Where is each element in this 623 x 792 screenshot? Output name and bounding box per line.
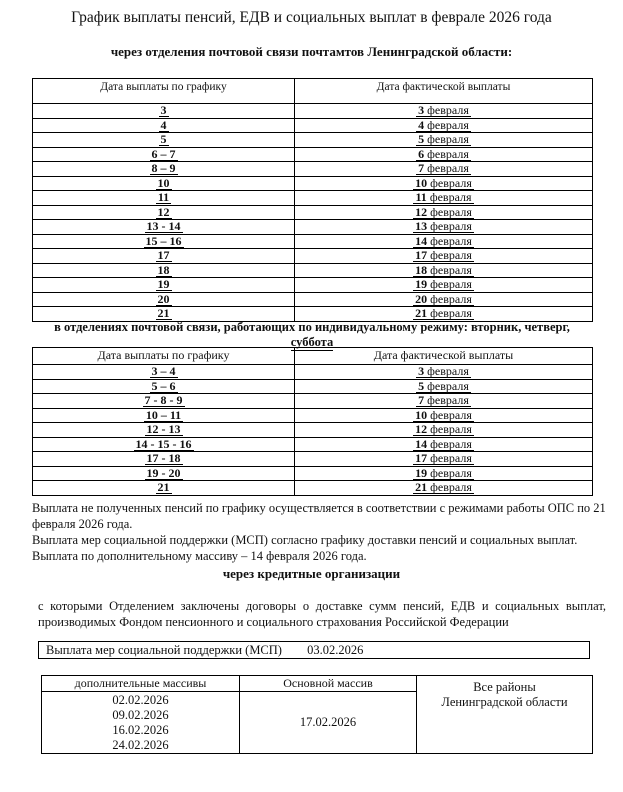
table-row xyxy=(33,379,593,394)
actual-date xyxy=(413,220,474,233)
actual-month: февраля xyxy=(430,422,472,437)
column-header-actual: Дата фактической выплаты xyxy=(295,79,593,104)
actual-date-cell xyxy=(295,481,593,496)
actual-month: февраля xyxy=(427,161,469,176)
additional-dates-cell xyxy=(42,692,240,754)
actual-date-cell xyxy=(295,162,593,177)
actual-month: февраля xyxy=(427,364,469,379)
scheduled-date: 8 – 9 xyxy=(151,161,176,176)
actual-date-cell xyxy=(295,263,593,278)
actual-day: 3 xyxy=(418,103,425,118)
column-header-main: Основной массив xyxy=(240,676,417,692)
scheduled-date: 17 xyxy=(157,248,170,263)
additional-date: 16.02.2026 xyxy=(112,723,169,737)
actual-day: 18 xyxy=(415,263,428,277)
actual-month: февраля xyxy=(430,408,472,422)
scheduled-date: 5 – 6 xyxy=(151,379,176,393)
scheduled-date-cell xyxy=(33,452,295,467)
actual-date xyxy=(413,293,474,306)
actual-date xyxy=(416,119,471,132)
actual-date xyxy=(416,394,471,407)
msp-date: 03.02.2026 xyxy=(307,643,364,657)
actual-date-cell xyxy=(295,104,593,119)
actual-date-cell xyxy=(295,408,593,423)
actual-date-cell xyxy=(295,205,593,220)
scheduled-date-cell xyxy=(33,365,295,380)
table-row xyxy=(33,292,593,307)
actual-date-cell xyxy=(295,394,593,409)
actual-date xyxy=(413,423,474,436)
actual-day: 17 xyxy=(415,248,428,263)
actual-month: февраля xyxy=(430,466,472,480)
table-row xyxy=(33,278,593,293)
section3-intro: с которыми Отделением заключены договоры о доставке сумм пенсий, ЕДВ и социальных выплат, производимых Фондом пенсионного и социального страхования Российской Федерации xyxy=(38,599,606,629)
main-date-cell: 17.02.2026 xyxy=(240,692,417,754)
table-row xyxy=(33,263,593,278)
column-header-actual: Дата фактической выплаты xyxy=(295,348,593,365)
post-office-schedule-table xyxy=(32,78,593,322)
actual-day: 10 xyxy=(415,176,428,190)
actual-date xyxy=(416,365,471,378)
scheduled-date-cell xyxy=(33,205,295,220)
actual-date-cell xyxy=(295,292,593,307)
scheduled-date: 12 xyxy=(157,205,170,219)
scheduled-date: 6 – 7 xyxy=(151,147,176,161)
actual-day: 5 xyxy=(418,379,425,393)
scheduled-date-cell xyxy=(33,466,295,481)
actual-date xyxy=(416,104,471,117)
actual-day: 14 xyxy=(415,437,428,451)
actual-month: февраля xyxy=(430,263,472,277)
scheduled-date: 10 xyxy=(157,176,170,190)
scheduled-date: 3 – 4 xyxy=(151,364,176,379)
table-row xyxy=(33,162,593,177)
table-header-row xyxy=(42,676,593,692)
column-header-additional: дополнительные массивы xyxy=(42,676,240,692)
actual-date xyxy=(413,467,474,480)
table-row xyxy=(33,234,593,249)
scheduled-date: 19 xyxy=(157,277,170,292)
actual-date xyxy=(413,409,474,422)
note-additional-array: Выплата по дополнительному массиву – 14 февраля 2026 года. xyxy=(32,549,367,563)
actual-date xyxy=(413,452,474,465)
actual-date xyxy=(416,148,471,161)
actual-month: февраля xyxy=(427,103,469,118)
additional-date: 09.02.2026 xyxy=(112,708,169,722)
actual-month: февраля xyxy=(430,451,472,466)
scheduled-date: 11 xyxy=(157,190,170,205)
column-header-scheduled: Дата выплаты по графику xyxy=(33,79,295,104)
actual-day: 6 xyxy=(418,147,425,161)
actual-date xyxy=(413,177,474,190)
table-row xyxy=(33,365,593,380)
actual-month: февраля xyxy=(430,306,472,321)
actual-date-cell xyxy=(295,249,593,264)
actual-month: февраля xyxy=(430,234,472,248)
actual-day: 14 xyxy=(415,234,428,248)
table-header-row xyxy=(33,79,593,104)
msp-payment-box xyxy=(38,641,590,659)
actual-day: 7 xyxy=(418,161,425,176)
actual-month: февраля xyxy=(430,248,472,263)
scheduled-date-cell xyxy=(33,147,295,162)
table-row xyxy=(33,481,593,496)
table-row xyxy=(33,118,593,133)
actual-day: 12 xyxy=(415,422,428,437)
region-cell xyxy=(417,676,593,754)
scheduled-date: 14 - 15 - 16 xyxy=(135,437,192,451)
table-row xyxy=(33,466,593,481)
actual-date-cell xyxy=(295,452,593,467)
scheduled-date-cell xyxy=(33,234,295,249)
table-row xyxy=(33,249,593,264)
actual-month: февраля xyxy=(427,379,469,393)
region-line2: Ленинградской области xyxy=(441,695,568,709)
actual-month: февраля xyxy=(430,205,472,219)
actual-day: 19 xyxy=(415,466,428,480)
scheduled-date-cell xyxy=(33,292,295,307)
actual-date-cell xyxy=(295,466,593,481)
actual-month: февраля xyxy=(430,176,472,190)
actual-date xyxy=(416,380,471,393)
actual-day: 21 xyxy=(415,480,428,495)
actual-day: 13 xyxy=(415,219,428,234)
table-header-row xyxy=(33,348,593,365)
table-row xyxy=(33,452,593,467)
scheduled-date: 5 xyxy=(160,132,167,147)
scheduled-date-cell xyxy=(33,307,295,322)
actual-date-cell xyxy=(295,307,593,322)
note-msp: Выплата мер социальной поддержки (МСП) согласно графику доставки пенсий и социальных выплат. xyxy=(32,533,578,547)
notes-block xyxy=(32,500,612,564)
scheduled-date: 17 - 18 xyxy=(146,451,181,466)
actual-month: февраля xyxy=(427,132,469,147)
table-row xyxy=(33,307,593,322)
actual-day: 7 xyxy=(418,393,425,408)
scheduled-date-cell xyxy=(33,394,295,409)
scheduled-date-cell xyxy=(33,176,295,191)
column-header-scheduled: Дата выплаты по графику xyxy=(33,348,295,365)
actual-month: февраля xyxy=(427,147,469,161)
msp-label: Выплата мер социальной поддержки (МСП) xyxy=(46,643,282,657)
actual-month: февраля xyxy=(430,480,472,495)
actual-month: февраля xyxy=(429,190,472,205)
actual-month: февраля xyxy=(430,219,472,234)
actual-date-cell xyxy=(295,379,593,394)
individual-mode-schedule-table xyxy=(32,347,593,496)
additional-date: 02.02.2026 xyxy=(112,693,169,707)
actual-day: 3 xyxy=(418,364,425,379)
scheduled-date: 21 xyxy=(157,306,170,321)
credit-org-schedule-table xyxy=(41,675,593,754)
scheduled-date: 4 xyxy=(160,118,167,132)
actual-date xyxy=(416,162,471,175)
section3-heading: через кредитные организации xyxy=(222,566,401,581)
table-row xyxy=(33,191,593,206)
scheduled-date: 15 – 16 xyxy=(145,234,182,248)
actual-date xyxy=(413,278,474,291)
actual-day: 20 xyxy=(415,292,428,306)
actual-date-cell xyxy=(295,191,593,206)
actual-date-cell xyxy=(295,423,593,438)
table-row xyxy=(33,104,593,119)
actual-day: 4 xyxy=(418,118,425,132)
scheduled-date: 10 – 11 xyxy=(145,408,182,422)
scheduled-date: 7 - 8 - 9 xyxy=(144,393,183,408)
section1-heading: через отделения почтовой связи почтамтов Ленинградской области: xyxy=(110,44,513,59)
actual-date-cell xyxy=(295,220,593,235)
scheduled-date: 12 - 13 xyxy=(146,422,181,437)
actual-date xyxy=(413,264,474,277)
section2-heading-line1: в отделениях почтовой связи, работающих по индивидуальному режиму: вторник, четверг, xyxy=(54,320,570,334)
actual-day: 17 xyxy=(415,451,428,466)
actual-day: 11 xyxy=(415,190,427,205)
actual-month: февраля xyxy=(430,292,472,306)
scheduled-date-cell xyxy=(33,408,295,423)
actual-date xyxy=(413,191,473,204)
scheduled-date-cell xyxy=(33,133,295,148)
actual-month: февраля xyxy=(427,118,469,132)
scheduled-date: 3 xyxy=(160,103,167,118)
scheduled-date: 20 xyxy=(157,292,170,306)
actual-day: 10 xyxy=(415,408,428,422)
table-row xyxy=(33,205,593,220)
scheduled-date-cell xyxy=(33,379,295,394)
actual-date xyxy=(413,307,474,320)
actual-date-cell xyxy=(295,365,593,380)
table-row xyxy=(33,133,593,148)
actual-month: февраля xyxy=(430,437,472,451)
actual-month: февраля xyxy=(427,393,469,408)
actual-date-cell xyxy=(295,176,593,191)
actual-date xyxy=(413,249,474,262)
table-row xyxy=(33,437,593,452)
actual-day: 12 xyxy=(415,205,428,219)
actual-date-cell xyxy=(295,278,593,293)
scheduled-date-cell xyxy=(33,220,295,235)
actual-day: 21 xyxy=(415,306,428,321)
actual-date-cell xyxy=(295,234,593,249)
scheduled-date-cell xyxy=(33,263,295,278)
actual-date-cell xyxy=(295,118,593,133)
scheduled-date-cell xyxy=(33,423,295,438)
table-row xyxy=(33,408,593,423)
actual-date-cell xyxy=(295,437,593,452)
scheduled-date-cell xyxy=(33,191,295,206)
scheduled-date-cell xyxy=(33,481,295,496)
scheduled-date: 19 - 20 xyxy=(146,466,181,480)
additional-date: 24.02.2026 xyxy=(112,738,169,752)
actual-date xyxy=(413,235,474,248)
table-row xyxy=(33,147,593,162)
table-row xyxy=(33,176,593,191)
scheduled-date: 13 - 14 xyxy=(146,219,181,234)
actual-day: 5 xyxy=(418,132,425,147)
table-row xyxy=(33,220,593,235)
actual-month: февраля xyxy=(430,277,472,292)
scheduled-date-cell xyxy=(33,162,295,177)
actual-date-cell xyxy=(295,133,593,148)
actual-date xyxy=(413,206,474,219)
actual-date xyxy=(416,133,471,146)
actual-date xyxy=(413,481,474,494)
table-row xyxy=(33,394,593,409)
scheduled-date: 21 xyxy=(157,480,170,495)
scheduled-date-cell xyxy=(33,118,295,133)
scheduled-date-cell xyxy=(33,104,295,119)
table-row xyxy=(33,423,593,438)
scheduled-date-cell xyxy=(33,278,295,293)
document-title: График выплаты пенсий, ЕДВ и социальных выплат в феврале 2026 года xyxy=(71,9,552,26)
actual-date xyxy=(413,438,474,451)
note-unreceived-pensions: Выплата не полученных пенсий по графику осуществляется в соответствии с режимами работы ОПС по 21 февраля 2026 года. xyxy=(32,501,606,531)
actual-date-cell xyxy=(295,147,593,162)
scheduled-date-cell xyxy=(33,437,295,452)
section2-heading-line2: суббота xyxy=(290,335,334,349)
scheduled-date: 18 xyxy=(157,263,170,277)
actual-day: 19 xyxy=(415,277,428,292)
scheduled-date-cell xyxy=(33,249,295,264)
region-line1: Все районы xyxy=(473,680,536,694)
